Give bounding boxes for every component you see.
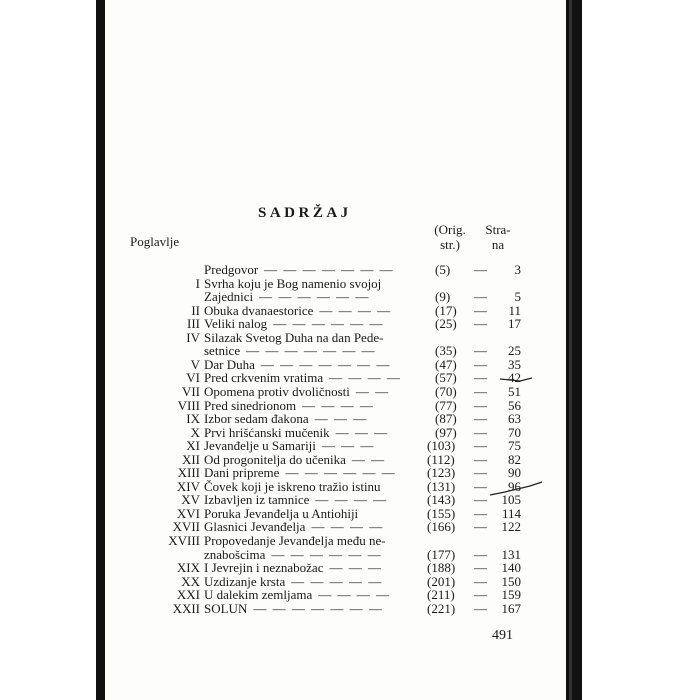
- page-number-entry: 5: [514, 289, 521, 305]
- leader-dashes: — — — — — — —: [246, 343, 377, 359]
- chapter-title: Pred sinedrionom: [204, 397, 297, 413]
- original-page: (25): [435, 316, 457, 332]
- right-edge-sheen: [569, 0, 572, 700]
- leader-dashes: — — — — — —: [285, 465, 397, 481]
- page-number-entry: 3: [514, 262, 521, 277]
- page-separator-dash: —: [474, 505, 487, 521]
- chapter-number: III: [187, 316, 200, 332]
- page-separator-dash: —: [474, 343, 487, 359]
- page-separator-dash: —: [474, 383, 487, 399]
- leader-dashes: — — — — — — —: [253, 600, 384, 616]
- page-separator-dash: —: [474, 411, 487, 427]
- chapter-title: Dani pripreme: [204, 465, 280, 481]
- page-number: 491: [492, 628, 513, 643]
- page-separator-dash: —: [474, 560, 487, 576]
- leader-dashes: — — — — — — —: [260, 356, 391, 372]
- original-page: (221): [427, 600, 456, 616]
- page-separator-dash: —: [474, 289, 487, 305]
- original-page: (5): [435, 262, 451, 277]
- original-page: (87): [435, 411, 457, 427]
- page-number-entry: 105: [501, 492, 521, 508]
- page-separator-dash: —: [474, 316, 487, 332]
- right-edge: [566, 0, 582, 700]
- page-number-entry: 150: [501, 573, 521, 589]
- leader-dashes: — — — —: [315, 492, 388, 508]
- page-separator-dash: —: [474, 573, 487, 589]
- page-number-entry: 25: [508, 343, 521, 359]
- leader-dashes: — — — — — —: [273, 316, 384, 332]
- original-page: (211): [427, 587, 455, 603]
- chapter-title: U dalekim zemljama: [204, 587, 313, 603]
- page-separator-dash: —: [474, 356, 487, 372]
- leader-dashes: — — —: [335, 424, 389, 440]
- page-number-entry: 70: [508, 424, 521, 440]
- chapter-title: Prvi hrišćanski mučenik: [204, 424, 330, 440]
- chapter-title: Jevanđelje u Samariji: [204, 438, 316, 454]
- page-number-entry: 42: [508, 370, 521, 386]
- chapter-number: XXII: [172, 600, 200, 616]
- chapter-title: Glasnici Jevanđelja: [204, 519, 306, 535]
- original-page: (201): [427, 573, 456, 589]
- page-separator-dash: —: [474, 302, 487, 318]
- page-number-entry: 63: [508, 411, 521, 427]
- page-separator-dash: —: [474, 465, 487, 481]
- leader-dashes: — —: [355, 383, 390, 399]
- original-page: (70): [435, 383, 457, 399]
- leader-dashes: — — —: [314, 411, 368, 427]
- page-separator-dash: —: [474, 546, 487, 562]
- page-number-entry: 56: [508, 397, 521, 413]
- chapter-title: Dar Duha: [204, 356, 255, 372]
- leader-dashes: — — —: [329, 560, 383, 576]
- chapter-number: XVII: [172, 519, 200, 535]
- leader-dashes: — — — —: [318, 587, 391, 603]
- original-page: (131): [427, 478, 456, 494]
- page-separator-dash: —: [474, 478, 487, 494]
- page-number-entry: 17: [508, 316, 521, 332]
- chapter-number: XV: [181, 492, 200, 508]
- original-page: (188): [427, 560, 456, 576]
- chapter-number: VIII: [177, 397, 200, 413]
- chapter-title: Opomena protiv dvoličnosti: [204, 383, 350, 399]
- chapter-number: XII: [181, 451, 200, 467]
- leader-dashes: — — — — — —: [271, 546, 383, 562]
- original-page: (103): [427, 438, 456, 454]
- strana-column-header: [478, 222, 518, 252]
- toc-row: [108, 534, 528, 548]
- page-number-entry: 75: [508, 438, 521, 454]
- original-page: (97): [435, 424, 457, 440]
- chapter-number: XVIII: [168, 533, 200, 548]
- page-number-entry: 82: [508, 451, 521, 467]
- leader-dashes: — — — —: [329, 370, 402, 386]
- chapter-title: Uzdizanje krsta: [204, 573, 286, 589]
- page-separator-dash: —: [474, 519, 487, 535]
- orig-header-line1: (Orig.: [434, 222, 466, 237]
- chapter-title: Čovek koji je iskreno tražio istinu: [204, 478, 381, 494]
- chapter-title: Propovedanje Jevanđelja među ne-: [204, 533, 386, 548]
- toc-row: [108, 561, 528, 575]
- original-page: (177): [427, 546, 456, 562]
- page-number-entry: 114: [501, 505, 521, 521]
- original-page: (112): [427, 451, 455, 467]
- chapter-title: I Jevrejin i neznabožac: [204, 560, 324, 576]
- page-number-entry: 140: [501, 560, 521, 576]
- chapter-number: XX: [181, 573, 200, 589]
- page-number-entry: 131: [501, 546, 521, 562]
- original-page: (143): [427, 492, 456, 508]
- original-page: (123): [427, 465, 456, 481]
- original-page: (77): [435, 397, 457, 413]
- chapter-title: Pred crkvenim vratima: [204, 370, 324, 386]
- page-separator-dash: —: [474, 370, 487, 386]
- original-page: (166): [427, 519, 456, 535]
- page-number-entry: 51: [508, 383, 521, 399]
- chapter-number: II: [191, 302, 200, 318]
- leader-dashes: — — — — — —: [259, 289, 370, 305]
- original-page: (47): [435, 356, 457, 372]
- section-title: SADRŽAJ: [258, 205, 352, 221]
- chapter-number: XIX: [176, 560, 200, 576]
- chapter-title: SOLUN: [204, 600, 248, 616]
- page-number-entry: 159: [501, 587, 521, 603]
- page-separator-dash: —: [474, 424, 487, 440]
- page-number-entry: 122: [501, 519, 521, 535]
- chapter-number: IV: [186, 329, 200, 345]
- leader-dashes: — — —: [321, 438, 375, 454]
- page-number-entry: 35: [508, 356, 521, 372]
- chapter-title: Silazak Svetog Duha na dan Pede-: [204, 329, 384, 345]
- chapter-title: Poruka Jevanđelja u Antiohiji: [204, 505, 359, 521]
- orig-column-header: [430, 222, 470, 252]
- page-separator-dash: —: [474, 397, 487, 413]
- chapter-title: Predgovor: [204, 262, 259, 277]
- chapter-title: Izbavljen iz tamnice: [204, 492, 310, 508]
- chapter-title: setnice: [204, 343, 241, 359]
- chapter-number: I: [195, 275, 200, 291]
- leader-dashes: — —: [351, 451, 386, 467]
- chapter-number: X: [190, 424, 200, 440]
- chapter-number: VII: [181, 383, 200, 399]
- page-separator-dash: —: [474, 451, 487, 467]
- chapter-title: Zajednici: [204, 289, 254, 305]
- chapter-column-header: Poglavlje: [130, 234, 180, 249]
- strana-header-line2: na: [491, 237, 505, 252]
- page-number-entry: 11: [508, 302, 521, 318]
- orig-header-line2: str.): [440, 237, 460, 252]
- chapter-title: Veliki nalog: [204, 316, 268, 332]
- left-binding-shadow: [96, 0, 105, 700]
- toc-row: [108, 290, 528, 304]
- chapter-number: XI: [186, 438, 200, 454]
- chapter-number: VI: [186, 370, 200, 386]
- page-separator-dash: —: [474, 438, 487, 454]
- chapter-number: V: [190, 356, 200, 372]
- left-edge: [0, 0, 106, 700]
- original-page: (17): [435, 302, 457, 318]
- leader-dashes: — — — — —: [291, 573, 383, 589]
- page-number-entry: 167: [501, 600, 521, 616]
- chapter-title: Izbor sedam đakona: [204, 411, 309, 427]
- original-page: (9): [435, 289, 451, 305]
- chapter-number: XXI: [176, 587, 200, 603]
- page-separator-dash: —: [474, 262, 487, 277]
- original-page: (57): [435, 370, 457, 386]
- page-number-entry: 90: [508, 465, 521, 481]
- original-page: (155): [427, 505, 456, 521]
- chapter-title: znabošcima: [204, 546, 266, 562]
- toc-row: [108, 385, 528, 399]
- chapter-number: XIII: [177, 465, 200, 481]
- leader-dashes: — — — —: [311, 519, 384, 535]
- page-separator-dash: —: [474, 492, 487, 508]
- page-separator-dash: —: [474, 587, 487, 603]
- chapter-title: Od progonitelja do učenika: [204, 451, 346, 467]
- page-number-entry: 96: [508, 478, 521, 494]
- strana-header-line1: Stra-: [485, 222, 511, 237]
- leader-dashes: — — — —: [302, 397, 375, 413]
- chapter-title: Svrha koju je Bog namenio svojoj: [204, 275, 382, 291]
- toc-row: [108, 412, 528, 426]
- toc-row: [108, 426, 528, 440]
- page-separator-dash: —: [474, 600, 487, 616]
- chapter-number: XVI: [176, 505, 200, 521]
- leader-dashes: — — — — — — —: [264, 262, 395, 277]
- chapter-title: Obuka dvanaestorice: [204, 302, 314, 318]
- leader-dashes: — — — —: [319, 302, 392, 318]
- toc-row: [108, 263, 528, 277]
- toc-row: [108, 602, 528, 616]
- chapter-number: IX: [186, 411, 200, 427]
- chapter-number: XIV: [176, 478, 200, 494]
- original-page: (35): [435, 343, 457, 359]
